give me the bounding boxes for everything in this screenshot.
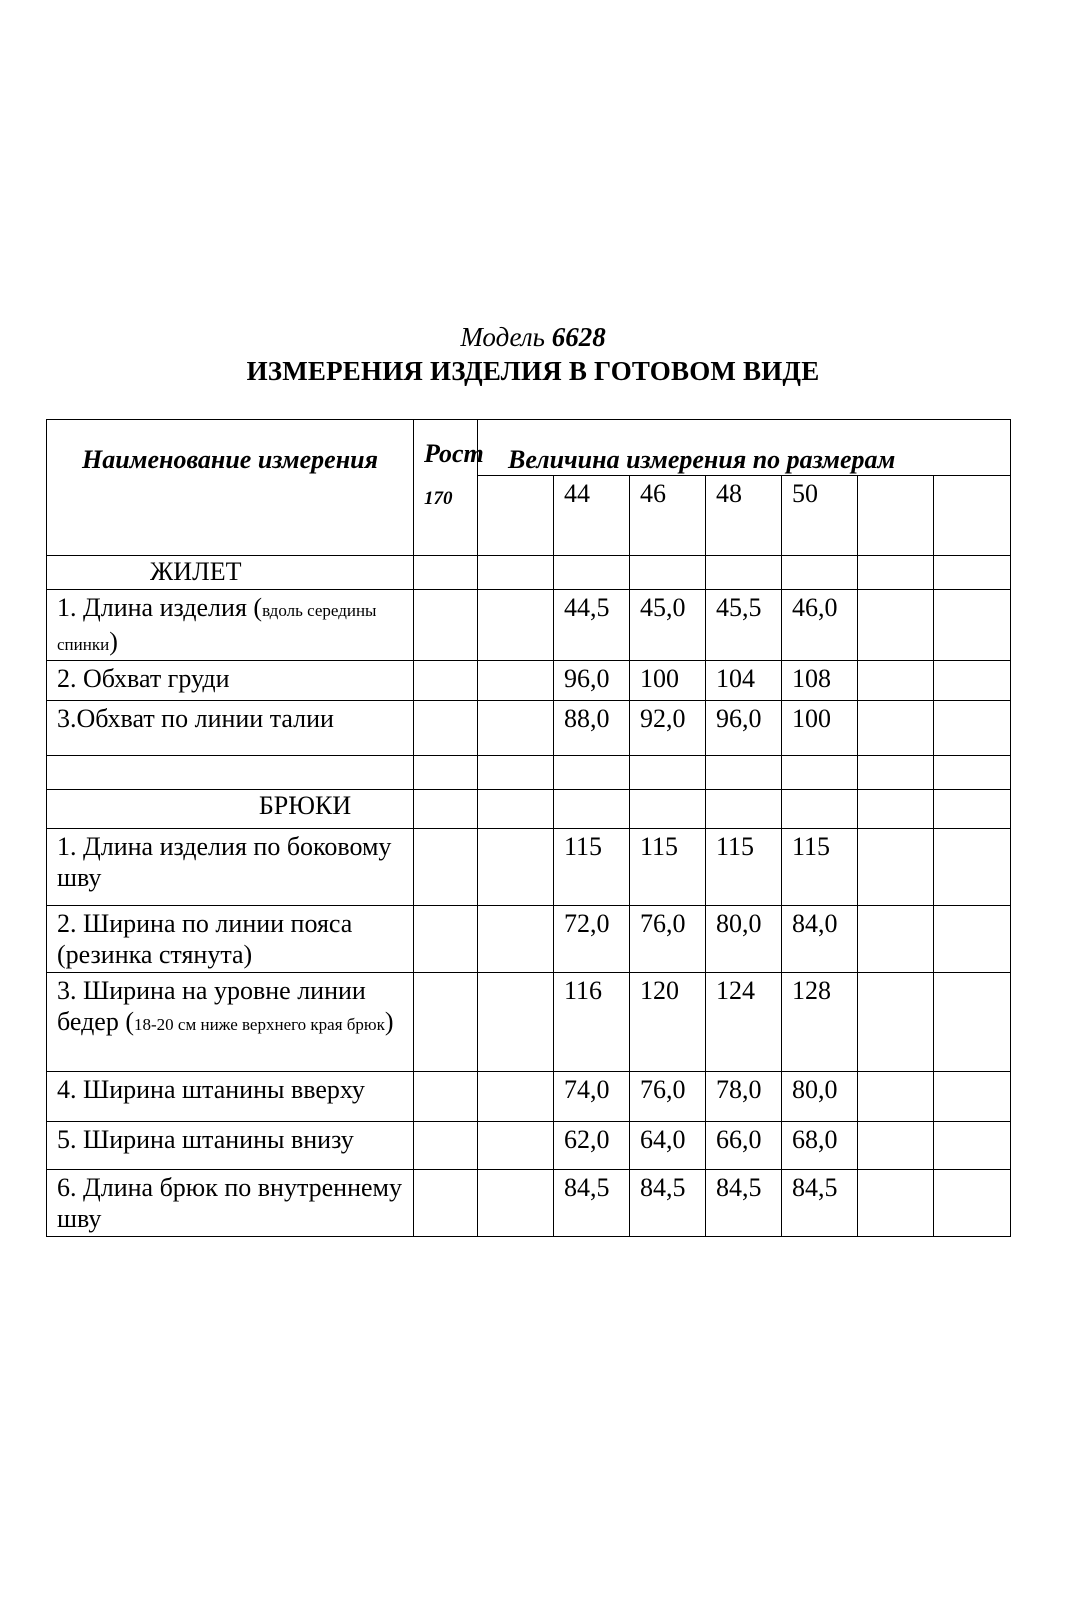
row-value: 84,5 xyxy=(630,1170,706,1237)
row-name: 2. Ширина по линии пояса (резинка стянута) xyxy=(47,906,414,973)
row-value: 100 xyxy=(782,701,858,756)
row-name: 1. Длина изделия по боковому шву xyxy=(47,829,414,906)
column-header-growth xyxy=(414,420,484,556)
row-name: 4. Ширина штанины вверху xyxy=(47,1072,414,1122)
blank-cell xyxy=(478,476,554,556)
row-value: 64,0 xyxy=(630,1122,706,1170)
row-value: 80,0 xyxy=(706,906,782,973)
row-name: 6. Длина брюк по внутреннему шву xyxy=(47,1170,414,1237)
row-name: 5. Ширина штанины внизу xyxy=(47,1122,414,1170)
row-value: 108 xyxy=(782,661,858,701)
row-value: 84,5 xyxy=(706,1170,782,1237)
row-value: 62,0 xyxy=(554,1122,630,1170)
row-value: 96,0 xyxy=(554,661,630,701)
row-value: 124 xyxy=(706,973,782,1072)
section-title-pants: БРЮКИ xyxy=(47,790,414,829)
size-44: 44 xyxy=(554,476,630,556)
table-row xyxy=(47,973,1011,1072)
size-48: 48 xyxy=(706,476,782,556)
row-value: 84,0 xyxy=(782,906,858,973)
row-value: 78,0 xyxy=(706,1072,782,1122)
row-name: 2. Обхват груди xyxy=(47,661,414,701)
row-value: 100 xyxy=(630,661,706,701)
row-value: 116 xyxy=(554,973,630,1072)
row-value: 45,5 xyxy=(706,590,782,661)
row-value: 84,5 xyxy=(554,1170,630,1237)
row-value: 92,0 xyxy=(630,701,706,756)
row-value: 45,0 xyxy=(630,590,706,661)
row-value: 68,0 xyxy=(782,1122,858,1170)
row-value: 115 xyxy=(554,829,630,906)
row-value: 74,0 xyxy=(554,1072,630,1122)
table-row xyxy=(47,906,1011,973)
table-row xyxy=(47,701,1011,756)
section-title-vest: ЖИЛЕТ xyxy=(47,556,414,590)
column-header-sizes: Величина измерения по размерам xyxy=(478,420,1011,476)
spacer-row xyxy=(47,756,1011,790)
size-50: 50 xyxy=(782,476,858,556)
measurement-table xyxy=(46,419,1011,1237)
row-note: 18-20 см ниже верхнего края брюк xyxy=(134,1015,385,1034)
size-46: 46 xyxy=(630,476,706,556)
row-value: 84,5 xyxy=(782,1170,858,1237)
row-value: 66,0 xyxy=(706,1122,782,1170)
table-row xyxy=(47,829,1011,906)
row-name: 3. Ширина на уровне линии бедер (18-20 см ниже верхнего края брюк) xyxy=(47,973,414,1072)
row-value: 115 xyxy=(706,829,782,906)
blank-cell xyxy=(858,476,934,556)
row-value: 76,0 xyxy=(630,906,706,973)
column-header-name: Наименование измерения xyxy=(47,420,414,556)
row-name: 1. Длина изделия (вдоль середины спинки) xyxy=(47,590,414,661)
page-title: ИЗМЕРЕНИЯ ИЗДЕЛИЯ В ГОТОВОМ ВИДЕ xyxy=(246,356,820,386)
table-row xyxy=(47,1122,1011,1170)
table-row xyxy=(47,1170,1011,1237)
blank-cell xyxy=(934,476,1011,556)
row-value: 80,0 xyxy=(782,1072,858,1122)
model-title xyxy=(0,322,1066,353)
table-row xyxy=(47,1072,1011,1122)
table-row xyxy=(47,590,1011,661)
row-note: вдоль середины спинки xyxy=(57,601,377,654)
row-name: 3.Обхват по линии талии xyxy=(47,701,414,756)
row-value: 44,5 xyxy=(554,590,630,661)
row-value: 104 xyxy=(706,661,782,701)
model-label: Модель xyxy=(460,322,545,352)
row-value: 128 xyxy=(782,973,858,1072)
row-value: 120 xyxy=(630,973,706,1072)
row-value: 76,0 xyxy=(630,1072,706,1122)
row-value: 88,0 xyxy=(554,701,630,756)
row-value: 115 xyxy=(630,829,706,906)
table-row xyxy=(47,661,1011,701)
row-value: 46,0 xyxy=(782,590,858,661)
model-number: 6628 xyxy=(551,322,606,352)
row-value: 96,0 xyxy=(706,701,782,756)
row-value: 72,0 xyxy=(554,906,630,973)
growth-value: 170 xyxy=(424,488,453,509)
row-value: 115 xyxy=(782,829,858,906)
growth-label: Рост xyxy=(424,439,484,468)
